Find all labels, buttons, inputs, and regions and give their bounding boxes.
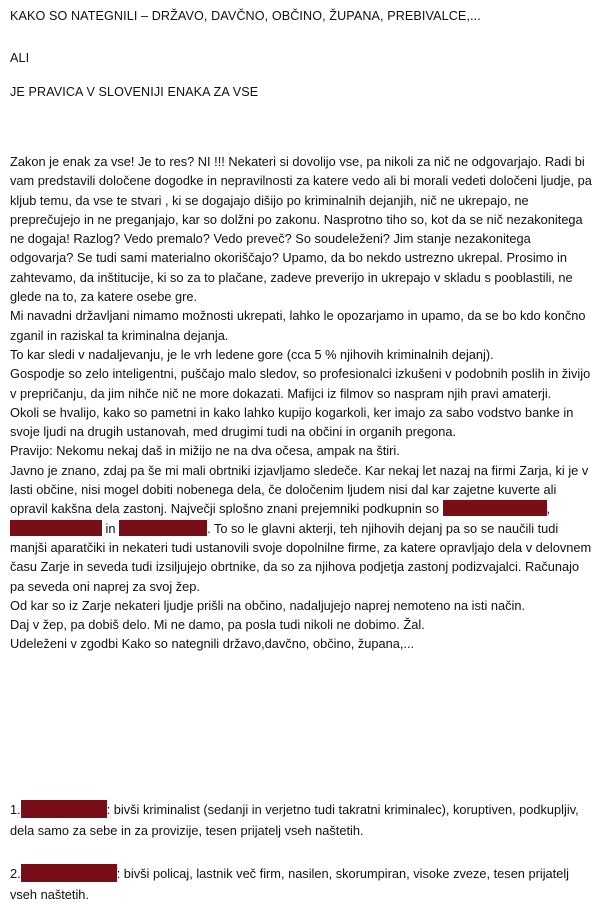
list-item: [10, 799, 595, 841]
separator-comma: ,: [546, 501, 551, 517]
paragraph-4: Gospodje so zelo inteligentni, puščajo malo sledov, so profesionalci izkušeni v podobnih poslih in živijo v prepričanju, da jim nihče nič ne more dokazati. Mafijci iz filmov so naspram njih pravi amaterji.: [10, 366, 591, 401]
list-text: : bivši policaj, lastnik več firm, nasilen, skorumpiran, visoke zveze, tesen prijatelj vseh naštetih.: [10, 866, 570, 902]
redaction-bar: [10, 520, 102, 536]
title-line-3: JE PRAVICA V SLOVENIJI ENAKA ZA VSE: [10, 85, 259, 99]
paragraph-7: [10, 461, 595, 596]
redaction-bar: [443, 500, 547, 516]
body-text: [10, 152, 595, 654]
list-number: 1.: [10, 802, 21, 817]
title-line-1: KAKO SO NATEGNILI – DRŽAVO, DAVČNO, OBČINO, ŽUPANA, PREBIVALCE,...: [10, 9, 481, 23]
separator-in: in: [102, 520, 120, 536]
paragraph-7-end: . To so le glavni akterji, teh njihovih dejanj pa so se naučili tudi manjši aparatčiki in nekateri tudi ustanovili svoje dopolnilne firme, za katere opravljajo dela v delovnem času Zarje in seveda tudi izsiljujejo obrtnike, da so za njihova podjetja zastonj podizvajalci. Računajo pa seveda oni naprej za svoj žep.: [10, 520, 592, 594]
paragraph-1: Zakon je enak za vse! Je to res? NI !!! Nekateri si dovolijo vse, pa nikoli za nič ne odgovarjajo. Radi bi vam predstavili določene dogodke in nepravilnosti za katere vedo ali bi morali vedeti določeni ljudje, pa kljub temu, da vse te stvari , ki se dogajajo dišijo po kriminalnih dejanjih, nič ne ukrepajo, ne preprečujejo in ne preganjajo, kar so dolžni po zakonu. Nasprotno tiho so, kot da se nič nezakonitega ne dogaja! Razlog? Vedo premalo? Vedo preveč? So soudeleženi? Jim stanje nezakonitega odgovarja? Se tudi sami materialno okoriščajo? Upamo, da bo nekdo ustrezno ukrepal. Prosimo in zahtevamo, da inštitucije, ki so za to plačane, zadeve preverijo in ukrepajo v skladu s pooblastili, ne glede na to, za katere osebe gre.: [10, 154, 592, 305]
list-number: 2.: [10, 866, 21, 881]
paragraph-7-start: Javno je znano, zdaj pa še mi mali obrtniki izjavljamo sledeče. Kar nekaj let nazaj na firmi Zarja, ki je v lasti občine, nisi mogel dobiti nobenega dela, če določenim ljudem nisi dal kar zajetne kuverte ali opravil kakšna dela zastonj. Največji splošno znani prejemniki podkupnin so: [10, 462, 589, 517]
redaction-bar: [21, 864, 117, 882]
list-text: : bivši kriminalist (sedanji in verjetno tudi takratni kriminalec), koruptiven, podkupljiv, dela samo za sebe in za provizije, tesen prijatelj vseh naštetih.: [10, 802, 579, 838]
paragraph-8: Od kar so iz Zarje nekateri ljudje prišli na občino, nadaljujejo naprej nemoteno na isti način.: [10, 597, 526, 613]
list-item: [10, 863, 595, 905]
redaction-bar: [21, 800, 107, 818]
paragraph-5: Okoli se hvalijo, kako so pametni in kako lahko kupijo kogarkoli, ker imajo za sabo vodstvo banke in svoje ljudi na drugih ustanovah, med drugimi tudi na občini in organih pregona.: [10, 404, 574, 440]
paragraph-3: To kar sledi v nadaljevanju, je le vrh ledene gore (cca 5 % njihovih kriminalnih dejanj).: [10, 346, 494, 362]
paragraph-9: Daj v žep, pa dobiš delo. Mi ne damo, pa posla tudi nikoli ne dobimo. Žal.: [10, 617, 425, 633]
redaction-bar: [119, 520, 207, 536]
paragraph-2: Mi navadni državljani nimamo možnosti ukrepati, lahko le opozarjamo in upamo, da se bo kdo končno zganil in raziskal ta kriminalna dejanja.: [10, 308, 586, 343]
title-line-2: ALI: [10, 51, 30, 65]
paragraph-10: Udeleženi v zgodbi Kako so nategnili državo,davčno, občino, župana,...: [10, 636, 415, 652]
paragraph-6: Pravijo: Nekomu nekaj daš in mižijo ne na dva očesa, ampak na štiri.: [10, 443, 400, 459]
